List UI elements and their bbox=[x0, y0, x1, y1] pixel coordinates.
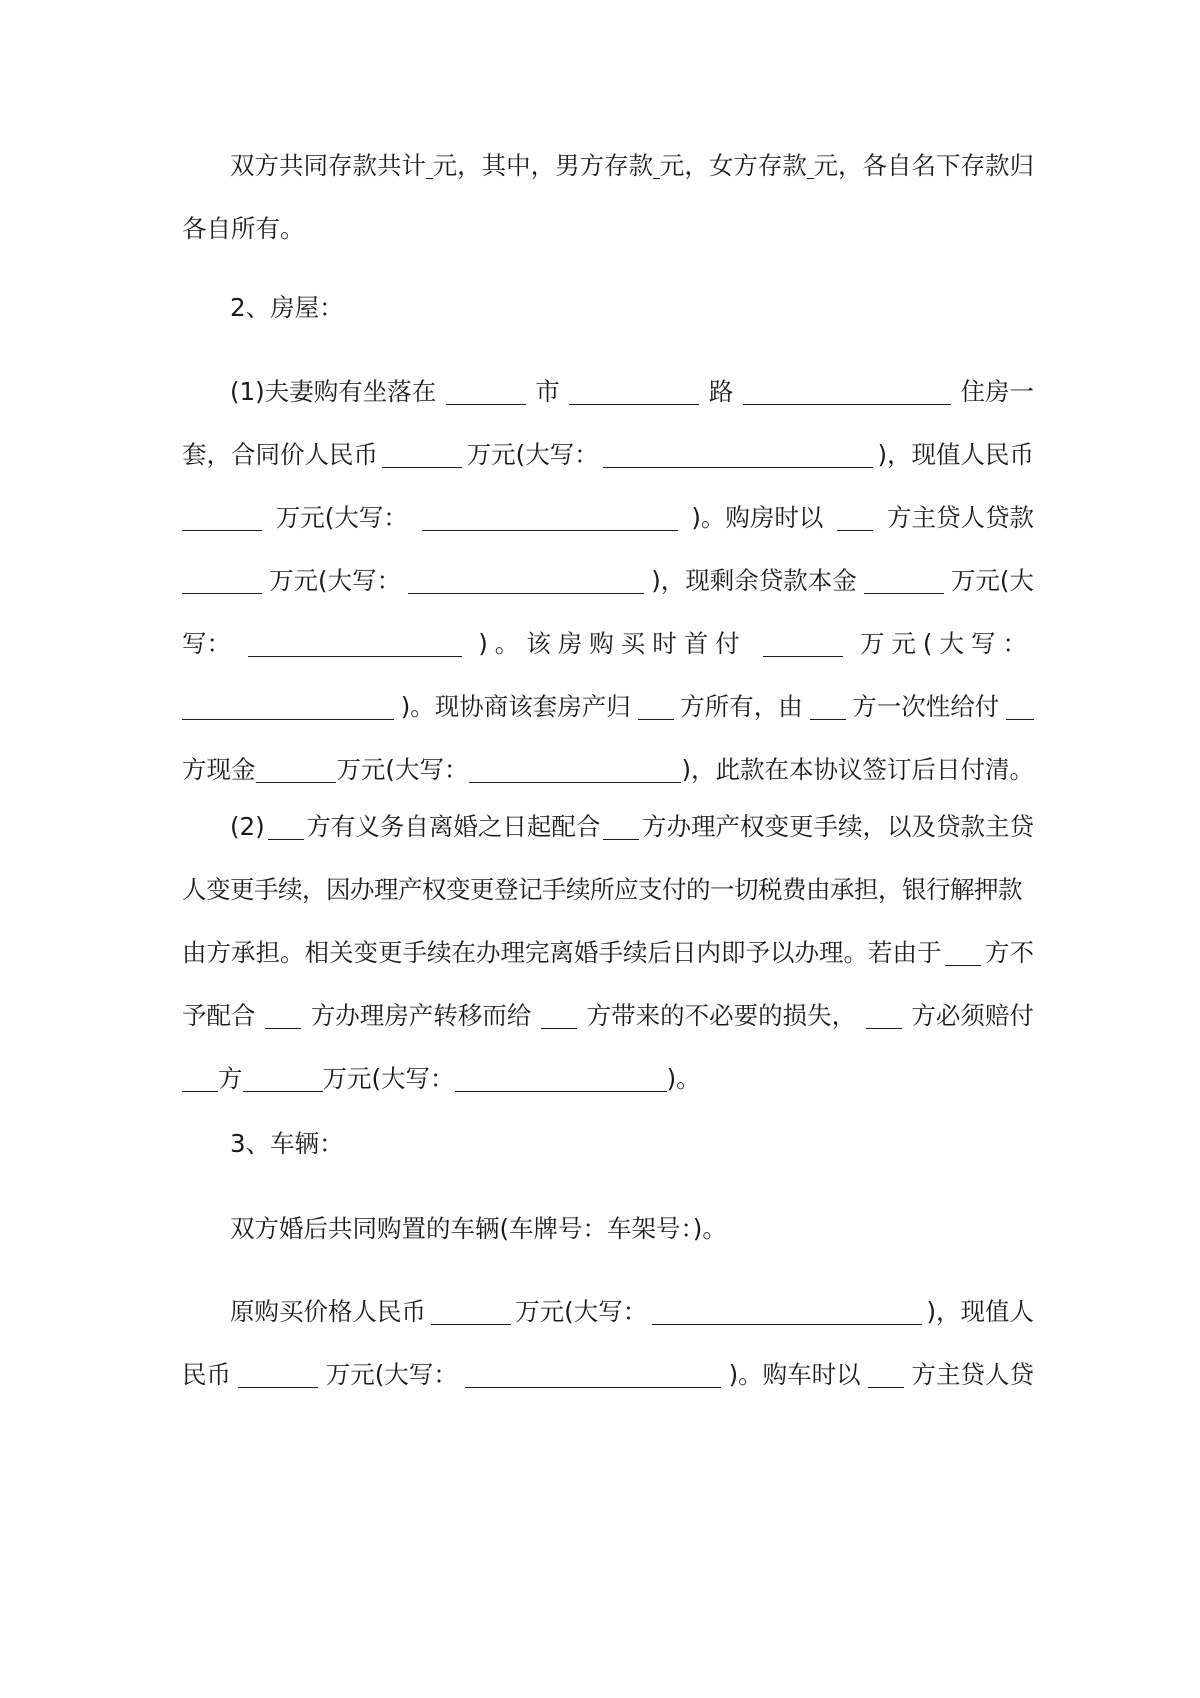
blank-field bbox=[238, 1361, 318, 1388]
text-segment: 方一次性给付 bbox=[852, 692, 1000, 721]
text-segment: 由方承担。相关变更手续在办理完离婚手续后日内即予以办理。若由于 bbox=[182, 938, 942, 967]
text-line bbox=[182, 921, 1034, 984]
blank-field bbox=[265, 1002, 301, 1029]
text-segment: 万元(大写： bbox=[515, 1297, 648, 1326]
blank-field bbox=[810, 693, 846, 720]
blank-field bbox=[431, 1298, 511, 1325]
text-segment: )，此款在本协议签订后日付清。 bbox=[681, 755, 1034, 784]
housing-item-2 bbox=[182, 795, 1034, 1110]
text-segment: 万元(大写： bbox=[859, 629, 1034, 658]
text-line bbox=[182, 1280, 1034, 1343]
blank-field bbox=[1006, 693, 1034, 720]
text-segment: )，现剩余贷款本金 bbox=[651, 566, 857, 595]
text-segment: 人变更手续，因办理产权变更登记手续所应支付的一切税费由承担，银行解押款 bbox=[182, 875, 1022, 904]
text-line bbox=[182, 134, 1034, 197]
blank-field bbox=[763, 630, 843, 657]
text-segment: 方 bbox=[218, 1064, 243, 1093]
housing-item-1 bbox=[182, 360, 1034, 801]
blank-field bbox=[422, 504, 678, 531]
text-segment: )。 bbox=[666, 1064, 701, 1093]
text-segment: 万元(大写： bbox=[325, 1360, 458, 1389]
text-segment: 方带来的不必要的损失， bbox=[586, 1001, 857, 1030]
text-line bbox=[182, 1047, 1034, 1110]
text-segment: 予配合 bbox=[182, 1001, 256, 1030]
blank-field bbox=[864, 567, 944, 594]
text-segment: 写： bbox=[182, 629, 231, 658]
vehicle-heading bbox=[182, 1112, 1034, 1175]
text-segment: 方有义务自离婚之日起配合 bbox=[306, 812, 601, 841]
blank-field bbox=[603, 441, 873, 468]
text-segment: 民币 bbox=[182, 1360, 231, 1389]
blank-field bbox=[569, 378, 699, 405]
text-line bbox=[182, 675, 1034, 738]
blank-field bbox=[426, 152, 433, 179]
blank-field bbox=[248, 630, 462, 657]
text-line bbox=[182, 984, 1034, 1047]
text-line bbox=[182, 858, 1034, 921]
text-segment: (2) bbox=[230, 812, 265, 841]
text-line bbox=[182, 1343, 1034, 1406]
blank-field bbox=[182, 504, 262, 531]
text-segment: 原购买价格人民币 bbox=[230, 1297, 426, 1326]
text-line: 双方婚后共同购置的车辆(车牌号：车架号：)。 bbox=[230, 1214, 727, 1243]
blank-field bbox=[807, 152, 814, 179]
text-segment: 万元(大写： bbox=[466, 440, 599, 469]
blank-field bbox=[603, 813, 639, 840]
text-line bbox=[182, 738, 1034, 801]
text-segment: 套，合同价人民币 bbox=[182, 440, 378, 469]
blank-field bbox=[268, 813, 304, 840]
text-segment: )。现协商该套房产归 bbox=[400, 692, 631, 721]
text-segment: (1)夫妻购有坐落在 bbox=[230, 377, 437, 406]
blank-field bbox=[182, 693, 394, 720]
blank-field bbox=[455, 1065, 667, 1092]
text-segment: 市 bbox=[535, 377, 560, 406]
text-line bbox=[182, 486, 1034, 549]
text-segment: 元，女方存款 bbox=[659, 151, 807, 180]
blank-field bbox=[837, 504, 873, 531]
section-heading: 3、车辆： bbox=[230, 1129, 344, 1158]
blank-field bbox=[652, 1298, 922, 1325]
text-segment: 方所有，由 bbox=[680, 692, 803, 721]
blank-field bbox=[182, 567, 262, 594]
text-segment: 万元(大 bbox=[950, 566, 1034, 595]
blank-field bbox=[243, 1065, 323, 1092]
text-line bbox=[182, 197, 1034, 260]
blank-field bbox=[541, 1002, 577, 1029]
text-segment: 方不 bbox=[985, 938, 1034, 967]
text-line bbox=[182, 795, 1034, 858]
blank-field bbox=[469, 756, 681, 783]
text-line bbox=[182, 423, 1034, 486]
text-segment: 双方共同存款共计 bbox=[230, 151, 426, 180]
blank-field bbox=[743, 378, 951, 405]
text-segment: 方必须赔付 bbox=[911, 1001, 1034, 1030]
blank-field bbox=[182, 1065, 218, 1092]
text-segment: 方主贷人贷 bbox=[911, 1360, 1034, 1389]
text-segment: 万元(大写： bbox=[322, 1064, 455, 1093]
section-heading: 2、房屋： bbox=[230, 293, 344, 322]
text-segment: 方办理产权变更手续，以及贷款主贷 bbox=[641, 812, 1034, 841]
text-segment: )。购车时以 bbox=[728, 1360, 861, 1389]
text-line bbox=[182, 612, 1034, 675]
text-line bbox=[182, 360, 1034, 423]
blank-field bbox=[408, 567, 644, 594]
text-segment: 各自所有。 bbox=[182, 214, 305, 243]
text-segment: )，现值人民币 bbox=[877, 440, 1034, 469]
text-segment: 万元(大写： bbox=[269, 566, 402, 595]
vehicle-desc-paragraph bbox=[182, 1197, 1034, 1260]
vehicle-price-paragraph bbox=[182, 1280, 1034, 1406]
text-segment: 万元(大写： bbox=[336, 755, 469, 784]
text-segment: 元，各自名下存款归 bbox=[813, 151, 1034, 180]
text-segment: 万元(大写： bbox=[275, 503, 408, 532]
blank-field bbox=[256, 756, 336, 783]
blank-field bbox=[446, 378, 526, 405]
text-segment: )。该房购买时首付 bbox=[478, 629, 747, 658]
text-segment: 方现金 bbox=[182, 755, 256, 784]
blank-field bbox=[653, 152, 660, 179]
blank-field bbox=[382, 441, 462, 468]
housing-heading bbox=[182, 276, 1034, 339]
blank-field bbox=[638, 693, 674, 720]
blank-field bbox=[866, 1002, 902, 1029]
text-segment: 路 bbox=[708, 377, 734, 406]
blank-field bbox=[868, 1361, 904, 1388]
text-segment: 元，其中，男方存款 bbox=[432, 151, 654, 180]
text-segment: 住房一 bbox=[960, 377, 1034, 406]
blank-field bbox=[945, 939, 981, 966]
text-segment: 方办理房产转移而给 bbox=[310, 1001, 532, 1030]
savings-paragraph bbox=[182, 134, 1034, 260]
text-segment: )。购房时以 bbox=[691, 503, 824, 532]
blank-field bbox=[465, 1361, 721, 1388]
text-line bbox=[182, 549, 1034, 612]
text-segment: )，现值人 bbox=[926, 1297, 1034, 1326]
text-segment: 方主贷人贷款 bbox=[886, 503, 1034, 532]
